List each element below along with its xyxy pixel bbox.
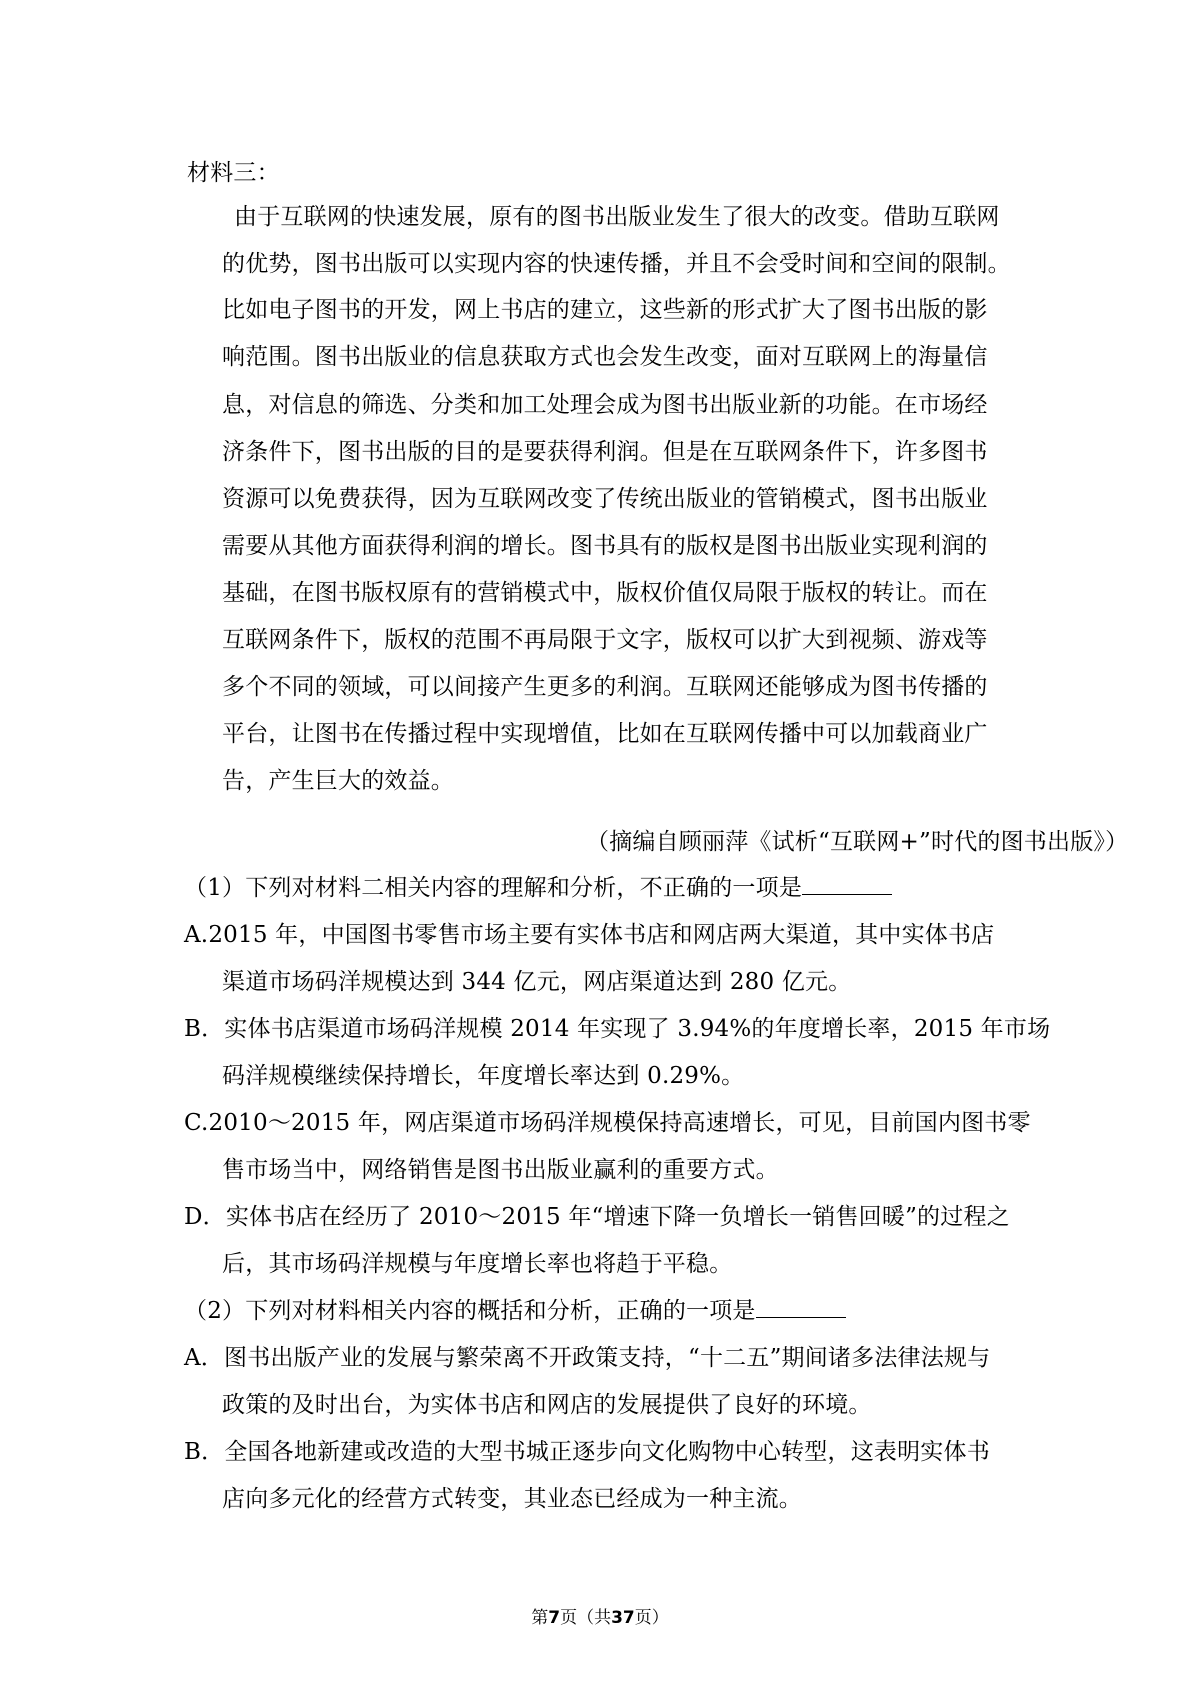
paragraph-line: 告，产生巨大的效益。 xyxy=(222,768,454,794)
paragraph-line: 互联网条件下，版权的范围不再局限于文字，版权可以扩大到视频、游戏等 xyxy=(222,627,988,653)
q1-option-c-cont: 售市场当中，网络销售是图书出版业赢利的重要方式。 xyxy=(222,1157,779,1183)
page-footer: 第7页（共37页） xyxy=(531,1608,669,1628)
q1-option-b-cont: 码洋规模继续保持增长，年度增长率达到 0.29%。 xyxy=(222,1063,745,1089)
paragraph-line: 平台，让图书在传播过程中实现增值，比如在互联网传播中可以加载商业广 xyxy=(222,721,988,747)
paragraph-line: 由于互联网的快速发展，原有的图书出版业发生了很大的改变。借助互联网 xyxy=(234,204,1000,230)
q1-option-a-cont: 渠道市场码洋规模达到 344 亿元，网店渠道达到 280 亿元。 xyxy=(222,969,852,995)
answer-blank xyxy=(756,1295,846,1318)
total-pages: 37 xyxy=(611,1608,635,1628)
q2-option-b-cont: 店向多元化的经营方式转变，其业态已经成为一种主流。 xyxy=(222,1486,802,1512)
q1-option-c: C.2010～2015 年，网店渠道市场码洋规模保持高速增长，可见，目前国内图书零 xyxy=(184,1110,1031,1136)
q2-option-b: B．全国各地新建或改造的大型书城正逐步向文化购物中心转型，这表明实体书 xyxy=(184,1439,990,1465)
question-2-text: （2）下列对材料相关内容的概括和分析，正确的一项是 xyxy=(184,1298,756,1324)
paragraph-line: 响范围。图书出版业的信息获取方式也会发生改变，面对互联网上的海量信 xyxy=(222,344,988,370)
q1-option-d-cont: 后，其市场码洋规模与年度增长率也将趋于平稳。 xyxy=(222,1251,733,1277)
paragraph-line: 资源可以免费获得，因为互联网改变了传统出版业的管销模式，图书出版业 xyxy=(222,486,988,512)
q1-option-a: A.2015 年，中国图书零售市场主要有实体书店和网店两大渠道，其中实体书店 xyxy=(184,922,995,948)
paragraph-line: 基础，在图书版权原有的营销模式中，版权价值仅局限于版权的转让。而在 xyxy=(222,580,988,606)
source-citation: （摘编自顾丽萍《试析“互联网+”时代的图书出版》） xyxy=(586,829,1129,855)
q1-option-b: B．实体书店渠道市场码洋规模 2014 年实现了 3.94%的年度增长率，2015 年市场 xyxy=(184,1016,1051,1042)
paragraph-line: 济条件下，图书出版的目的是要获得利润。但是在互联网条件下，许多图书 xyxy=(222,439,988,465)
material-heading: 材料三： xyxy=(187,160,280,186)
paragraph-line: 息，对信息的筛选、分类和加工处理会成为图书出版业新的功能。在市场经 xyxy=(222,392,988,418)
question-1-stem xyxy=(184,872,892,904)
paragraph-line: 比如电子图书的开发，网上书店的建立，这些新的形式扩大了图书出版的影 xyxy=(222,297,988,323)
q2-option-a-cont: 政策的及时出台，为实体书店和网店的发展提供了良好的环境。 xyxy=(222,1392,872,1418)
current-page-number: 7 xyxy=(548,1608,561,1628)
paragraph-line: 的优势，图书出版可以实现内容的快速传播，并且不会受时间和空间的限制。 xyxy=(222,251,1011,277)
answer-blank xyxy=(802,872,892,895)
paragraph-line: 多个不同的领域，可以间接产生更多的利润。互联网还能够成为图书传播的 xyxy=(222,674,988,700)
paragraph-line: 需要从其他方面获得利润的增长。图书具有的版权是图书出版业实现利润的 xyxy=(222,533,988,559)
question-1-text: （1）下列对材料二相关内容的理解和分析，不正确的一项是 xyxy=(184,875,803,901)
q2-option-a: A．图书出版产业的发展与繁荣离不开政策支持，“十二五”期间诸多法律法规与 xyxy=(184,1345,991,1371)
question-2-stem xyxy=(184,1295,846,1327)
q1-option-d: D．实体书店在经历了 2010～2015 年“增速下降一负增长一销售回暖”的过程之 xyxy=(184,1204,1010,1230)
